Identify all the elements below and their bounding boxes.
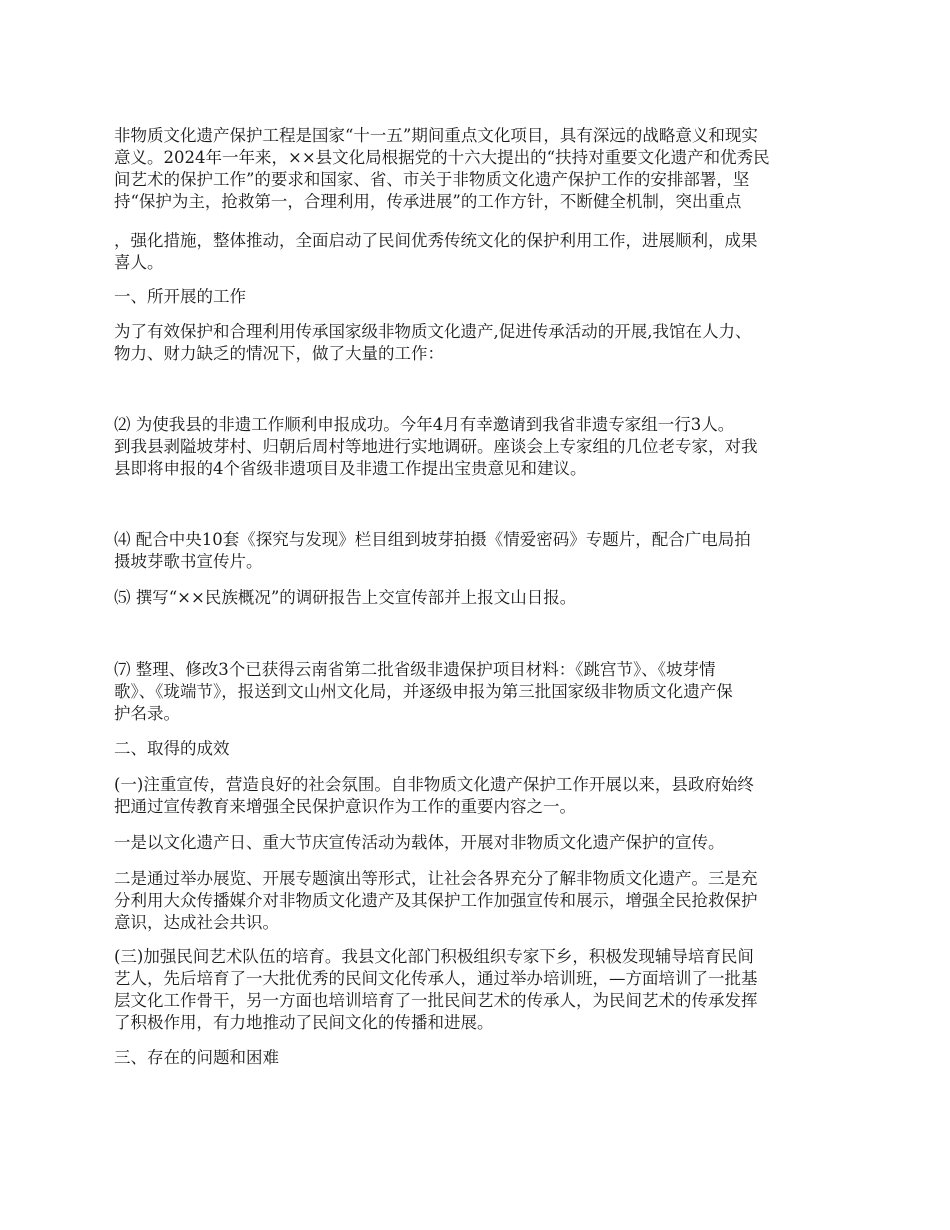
text-line: 县即将申报的4个省级非遗项目及非遗工作提出宝贵意见和建议。	[114, 459, 587, 478]
text-line: 喜人。	[114, 253, 164, 272]
text-line: 为了有效保护和合理利用传承国家级非物质文化遗产,促进传承活动的开展,我馆在人力、	[114, 322, 752, 341]
list-item-7	[114, 659, 842, 725]
section-heading-problems	[114, 1047, 842, 1069]
text-line: 摄坡芽歌书宣传片。	[114, 552, 263, 571]
text-line: ⑺ 整理、修改3个已获得云南省第二批省级非遗保护项目材料：《跳宫节》、《坡芽情	[114, 660, 716, 679]
heading-text: 一、所开展的工作	[114, 287, 246, 306]
text-line: 持“保护为主，抢救第一，合理利用，传承进展”的工作方针，不断健全机制，突出重点	[114, 192, 742, 211]
text-line: 把通过宣传教育来增强全民保护意识作为工作的重要内容之一。	[114, 797, 576, 816]
text-line: 非物质文化遗产保护工程是国家“十一五”期间重点文化项目，具有深远的战略意义和现实	[114, 126, 758, 145]
heading-text: 二、取得的成效	[114, 739, 230, 758]
paragraph-work-intro	[114, 321, 842, 365]
text-line: 层文化工作骨干，另一方面也培训培育了一批民间艺术的传承人，为民间艺术的传承发挥	[114, 991, 758, 1010]
text-line: (三)加强民间艺术队伍的培育。我县文化部门积极组织专家下乡，积极发现辅导培育民间	[114, 947, 754, 966]
text-line: 意识，达成社会共识。	[114, 913, 279, 932]
paragraph-result-3	[114, 946, 842, 1034]
text-line: 了积极作用，有力地推动了民间文化的传播和进展。	[114, 1013, 494, 1032]
text-line: ⑸ 撰写“××民族概况”的调研报告上交宣传部并上报文山日报。	[114, 588, 577, 607]
text-line: 到我县剥隘坡芽村、归朝后周村等地进行实地调研。座谈会上专家组的几位老专家，对我	[114, 437, 758, 456]
text-line: 物力、财力缺乏的情况下，做了大量的工作：	[114, 344, 444, 363]
text-line: 分利用大众传播媒介对非物质文化遗产及其保护工作加强宣传和展示，增强全民抢救保护	[114, 891, 758, 910]
text-line: ⑵ 为使我县的非遗工作顺利申报成功。今年4月有幸邀请到我省非遗专家组一行3人。	[114, 415, 735, 434]
text-line: (一)注重宣传，营造良好的社会氛围。自非物质文化遗产保护工作开展以来，县政府始终	[114, 775, 754, 794]
section-heading-results	[114, 738, 842, 760]
section-heading-work	[114, 286, 842, 308]
paragraph-result-1b	[114, 868, 842, 934]
text-line: 歌》、《珑端节》，报送到文山州文化局，并逐级申报为第三批国家级非物质文化遗产保	[114, 682, 733, 701]
list-item-4	[114, 529, 842, 573]
text-line: 二是通过举办展览、开展专题演出等形式，让社会各界充分了解非物质文化遗产。三是充	[114, 869, 758, 888]
paragraph-result-1	[114, 774, 842, 818]
paragraph-result-1a	[114, 832, 842, 854]
text-line: 护名录。	[114, 704, 180, 723]
text-line: ，强化措施，整体推动，全面启动了民间优秀传统文化的保护利用工作，进展顺利，成果	[114, 231, 758, 250]
paragraph-intro-2	[114, 230, 842, 274]
list-item-5	[114, 587, 842, 609]
text-line: 一是以文化遗产日、重大节庆宣传活动为载体，开展对非物质文化遗产保护的宣传。	[114, 833, 725, 852]
list-item-2	[114, 414, 842, 480]
text-line: 间艺术的保护工作”的要求和国家、省、市关于非物质文化遗产保护工作的安排部署，坚	[114, 170, 750, 189]
text-line: ⑷ 配合中央10套《探究与发现》栏目组到坡芽拍摄《情爱密码》专题片，配合广电局拍	[114, 530, 751, 549]
paragraph-intro-1	[114, 125, 842, 213]
text-line: 意义。2024年一年来，××县文化局根据党的十六大提出的“扶持对重要文化遗产和优秀民	[114, 148, 770, 167]
heading-text: 三、存在的问题和困难	[114, 1048, 279, 1067]
text-line: 艺人，先后培育了一大批优秀的民间文化传承人，通过举办培训班，—方面培训了一批基	[114, 969, 758, 988]
